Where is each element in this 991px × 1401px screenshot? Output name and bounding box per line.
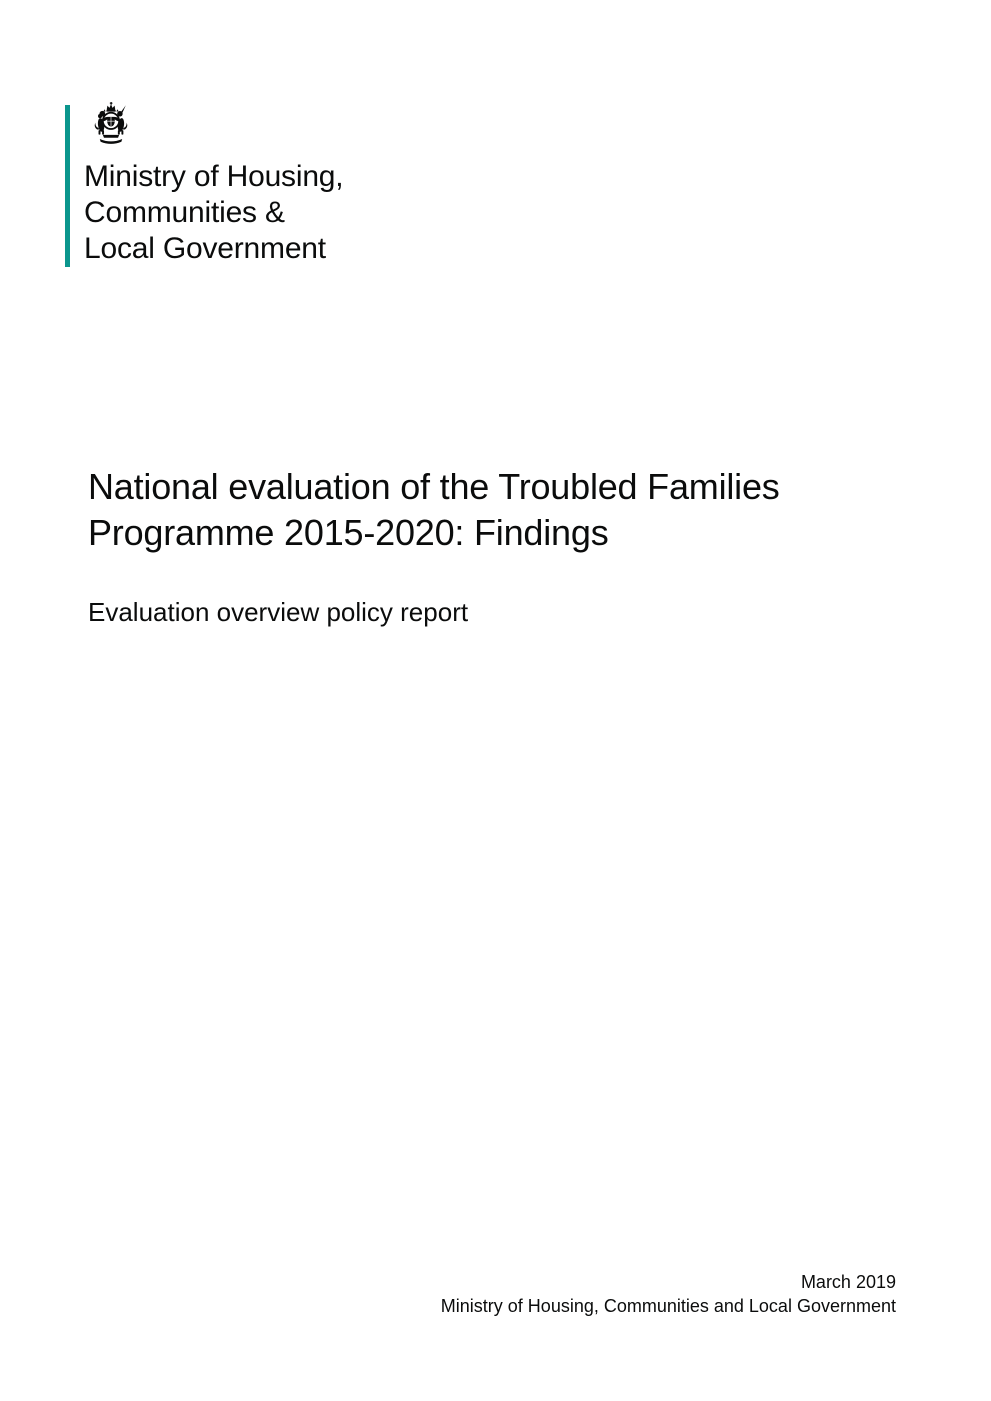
publication-info: [441, 1270, 896, 1318]
logo-accent-bar: [65, 105, 70, 267]
department-name: [84, 159, 343, 267]
report-title: National evaluation of the Troubled Families Programme 2015-2020: Findings: [88, 466, 780, 553]
publication-date: March 2019: [800, 1272, 896, 1292]
department-name-line-3: Local Government: [84, 232, 326, 265]
royal-coat-of-arms-icon: [83, 101, 139, 152]
publication-organisation: Ministry of Housing, Communities and Local Government: [440, 1296, 896, 1316]
department-name-line-2: Communities &: [84, 196, 285, 229]
report-subtitle: Evaluation overview policy report: [88, 597, 469, 627]
department-name-line-1: Ministry of Housing,: [84, 160, 344, 193]
